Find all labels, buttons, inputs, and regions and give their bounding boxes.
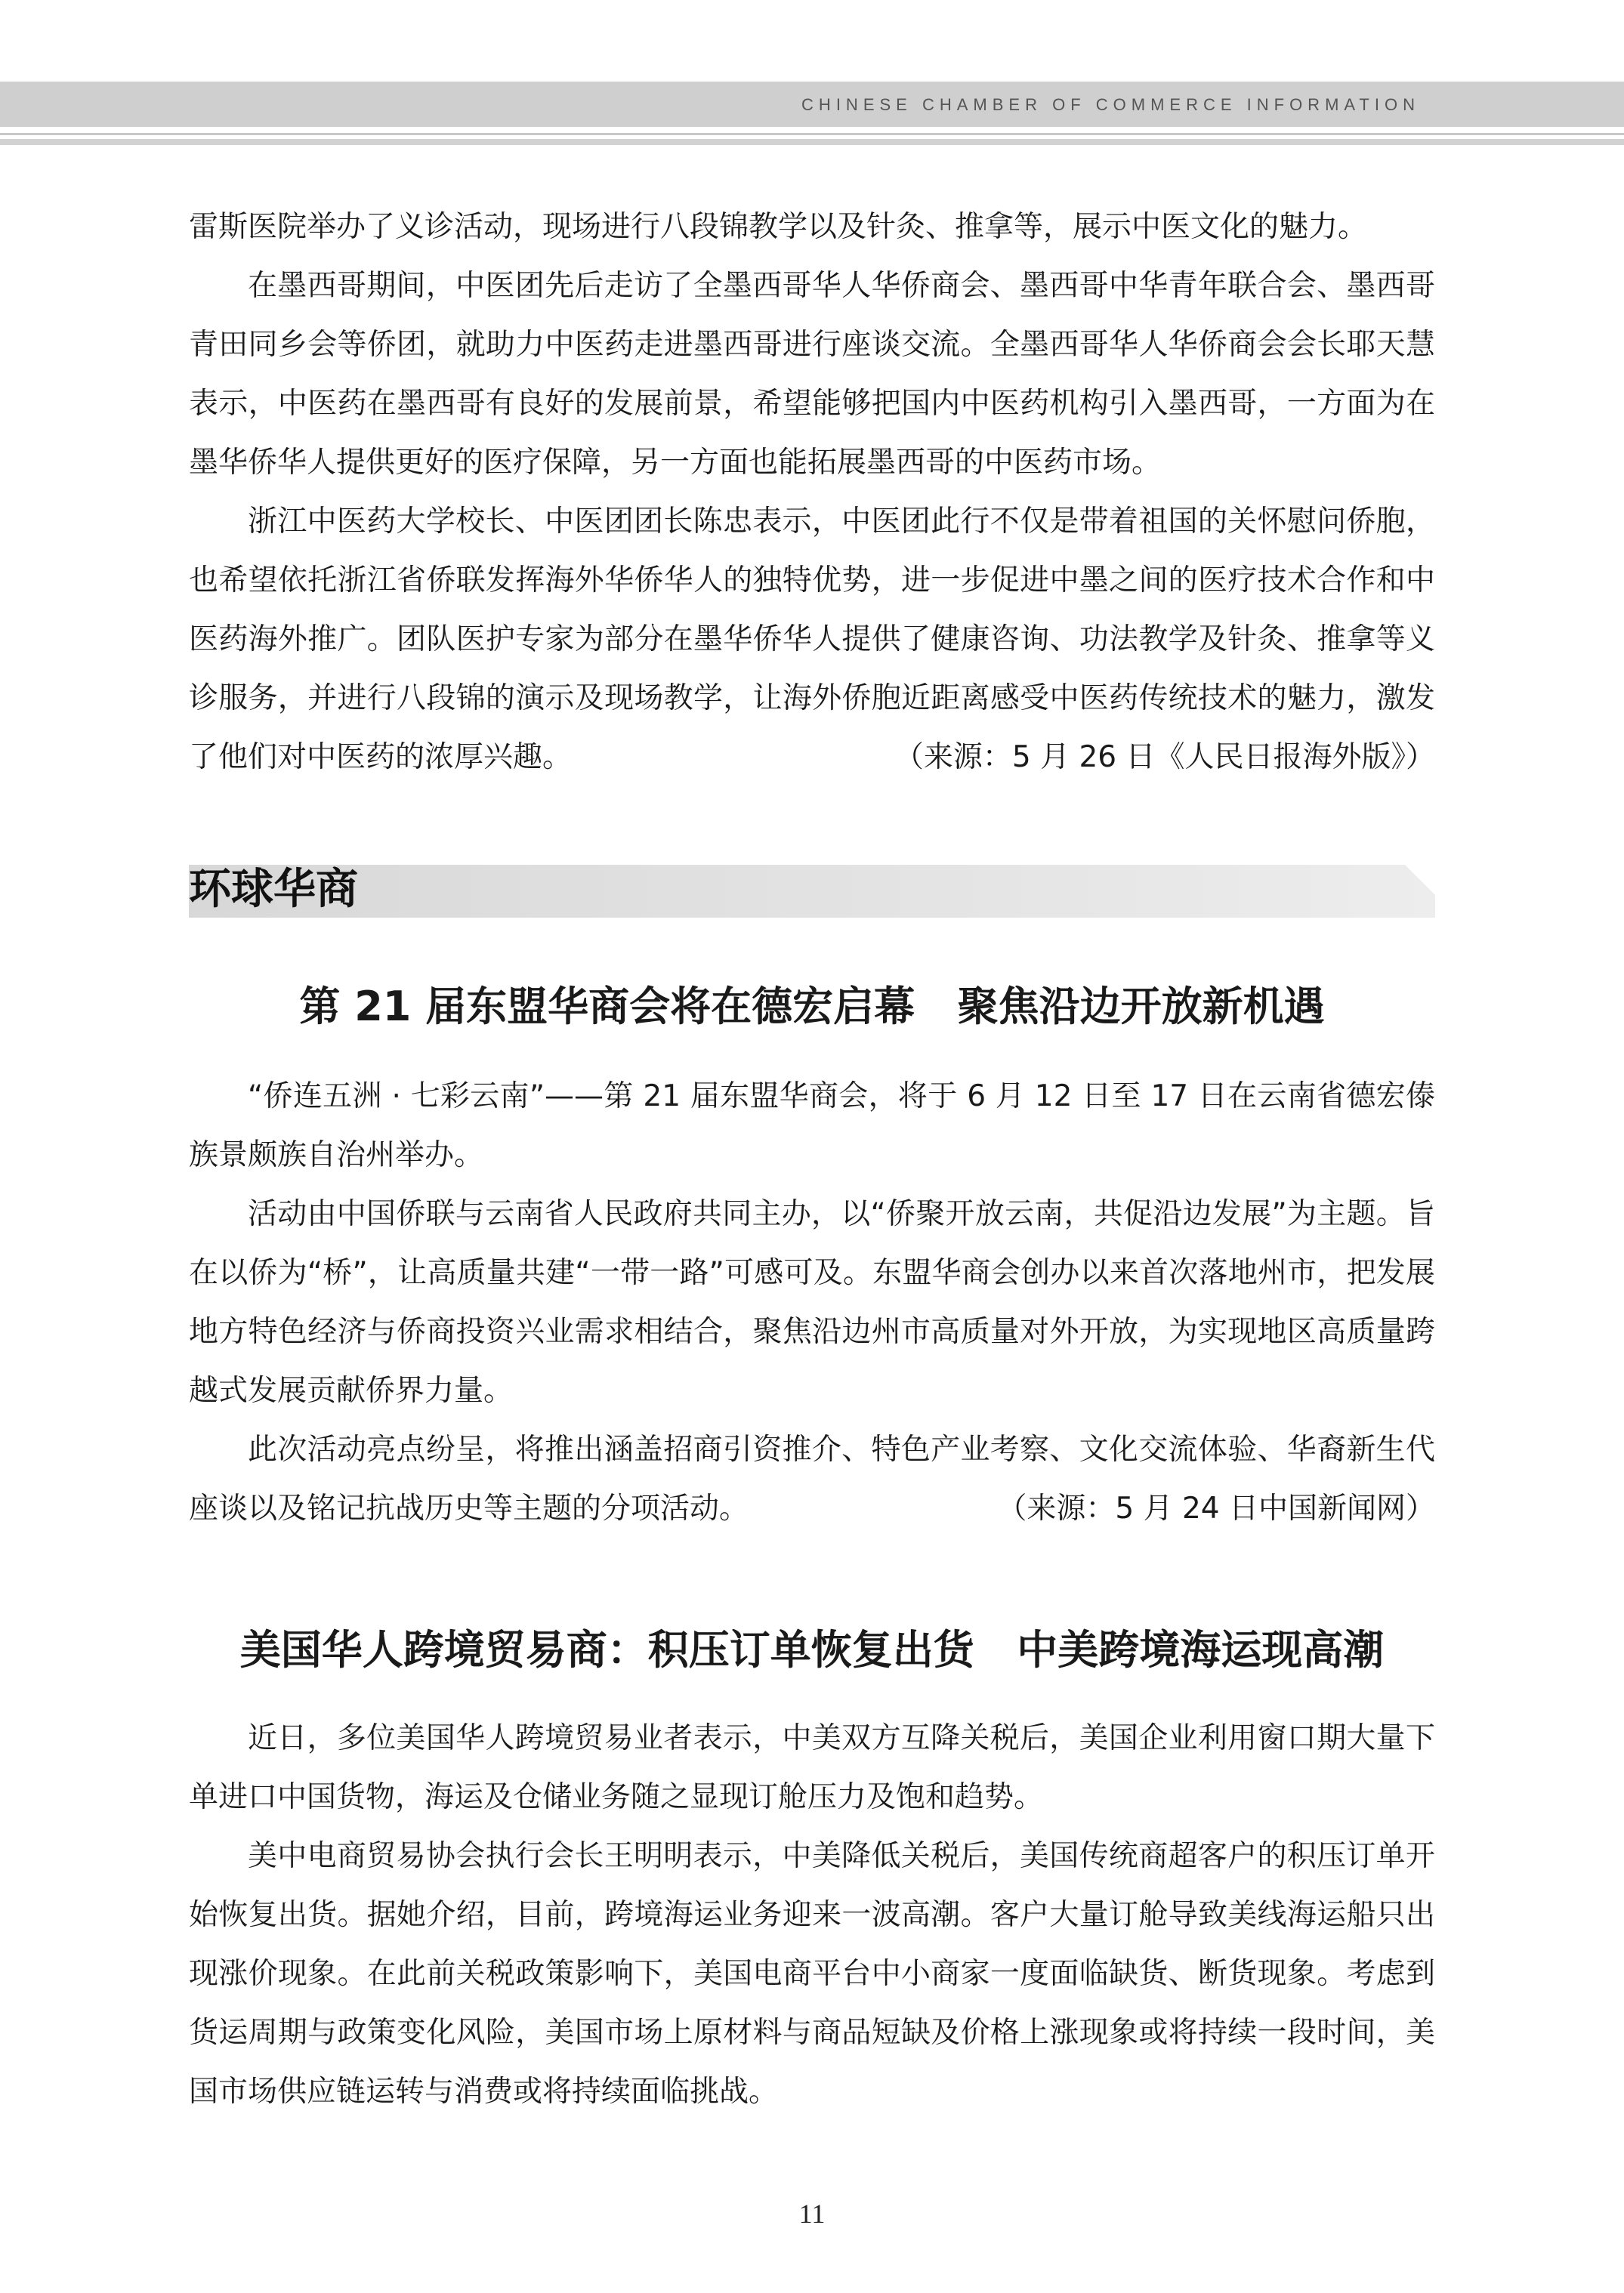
section-title: 环球华商 xyxy=(189,864,358,914)
paragraph: 此次活动亮点纷呈，将推出涵盖招商引资推介、特色产业考察、文化交流体验、华裔新生代座谈以及铭记抗战历史等主题的分项活动。 （来源：5 月 24 日中国新闻网） xyxy=(189,1421,1435,1538)
header-rule xyxy=(0,133,1624,135)
article-headline: 美国华人跨境贸易商：积压订单恢复出货 中美跨境海运现高潮 xyxy=(239,1626,1385,1674)
header-rule-thick xyxy=(0,139,1624,145)
source-citation: （来源：5 月 26 日《人民日报海外版》） xyxy=(894,740,1435,774)
source-citation: （来源：5 月 24 日中国新闻网） xyxy=(997,1492,1435,1526)
paragraph: 雷斯医院举办了义诊活动，现场进行八段锦教学以及针灸、推拿等，展示中医文化的魅力。 xyxy=(189,210,1368,244)
article-prev xyxy=(189,198,1435,787)
article-body xyxy=(189,1709,1435,2122)
paragraph: “侨连五洲 · 七彩云南”——第 21 届东盟华商会，将于 6 月 12 日至 17 日在云南省德宏傣族景颇族自治州举办。 xyxy=(189,1079,1435,1172)
header-banner-text: CHINESE CHAMBER OF COMMERCE INFORMATION xyxy=(801,95,1420,114)
section-bar xyxy=(189,865,1435,918)
paragraph: 在墨西哥期间，中医团先后走访了全墨西哥华人华侨商会、墨西哥中华青年联合会、墨西哥青田同乡会等侨团，就助力中医药走进墨西哥进行座谈交流。全墨西哥华人华侨商会会长耶天慧表示，中医药在墨西哥有良好的发展前景，希望能够把国内中医药机构引入墨西哥，一方面为在墨华侨华人提供更好的医疗保障，另一方面也能拓展墨西哥的中医药市场。 xyxy=(189,269,1435,480)
page-number: 11 xyxy=(798,2199,826,2229)
article-body xyxy=(189,1067,1435,1538)
paragraph: 活动由中国侨联与云南省人民政府共同主办，以“侨聚开放云南，共促沿边发展”为主题。旨在以侨为“桥”，让高质量共建“一带一路”可感可及。东盟华商会创办以来首次落地州市，把发展地方特色经济与侨商投资兴业需求相结合，聚焦沿边州市高质量对外开放，为实现地区高质量跨越式发展贡献侨界力量。 xyxy=(189,1197,1435,1408)
paragraph: 美中电商贸易协会执行会长王明明表示，中美降低关税后，美国传统商超客户的积压订单开始恢复出货。据她介绍，目前，跨境海运业务迎来一波高潮。客户大量订舱导致美线海运船只出现涨价现象。在此前关税政策影响下，美国电商平台中小商家一度面临缺货、断货现象。考虑到货运周期与政策变化风险，美国市场上原材料与商品短缺及价格上涨现象或将持续一段时间，美国市场供应链运转与消费或将持续面临挑战。 xyxy=(189,1839,1435,2109)
paragraph: 浙江中医药大学校长、中医团团长陈忠表示，中医团此行不仅是带着祖国的关怀慰问侨胞，也希望依托浙江省侨联发挥海外华侨华人的独特优势，进一步促进中墨之间的医疗技术合作和中医药海外推广。团队医护专家为部分在墨华侨华人提供了健康咨询、功法教学及针灸、推拿等义诊服务，并进行八段锦的演示及现场教学，让海外侨胞近距离感受中医药传统技术的魅力，激发了他们对中医药的浓厚兴趣。 （来源：5 月 26 日《人民日报海外版》） xyxy=(189,492,1435,787)
article-headline: 第 21 届东盟华商会将在德宏启幕 聚焦沿边开放新机遇 xyxy=(299,983,1325,1030)
paragraph: 近日，多位美国华人跨境贸易业者表示，中美双方互降关税后，美国企业利用窗口期大量下单进口中国货物，海运及仓储业务随之显现订舱压力及饱和趋势。 xyxy=(189,1721,1435,1814)
